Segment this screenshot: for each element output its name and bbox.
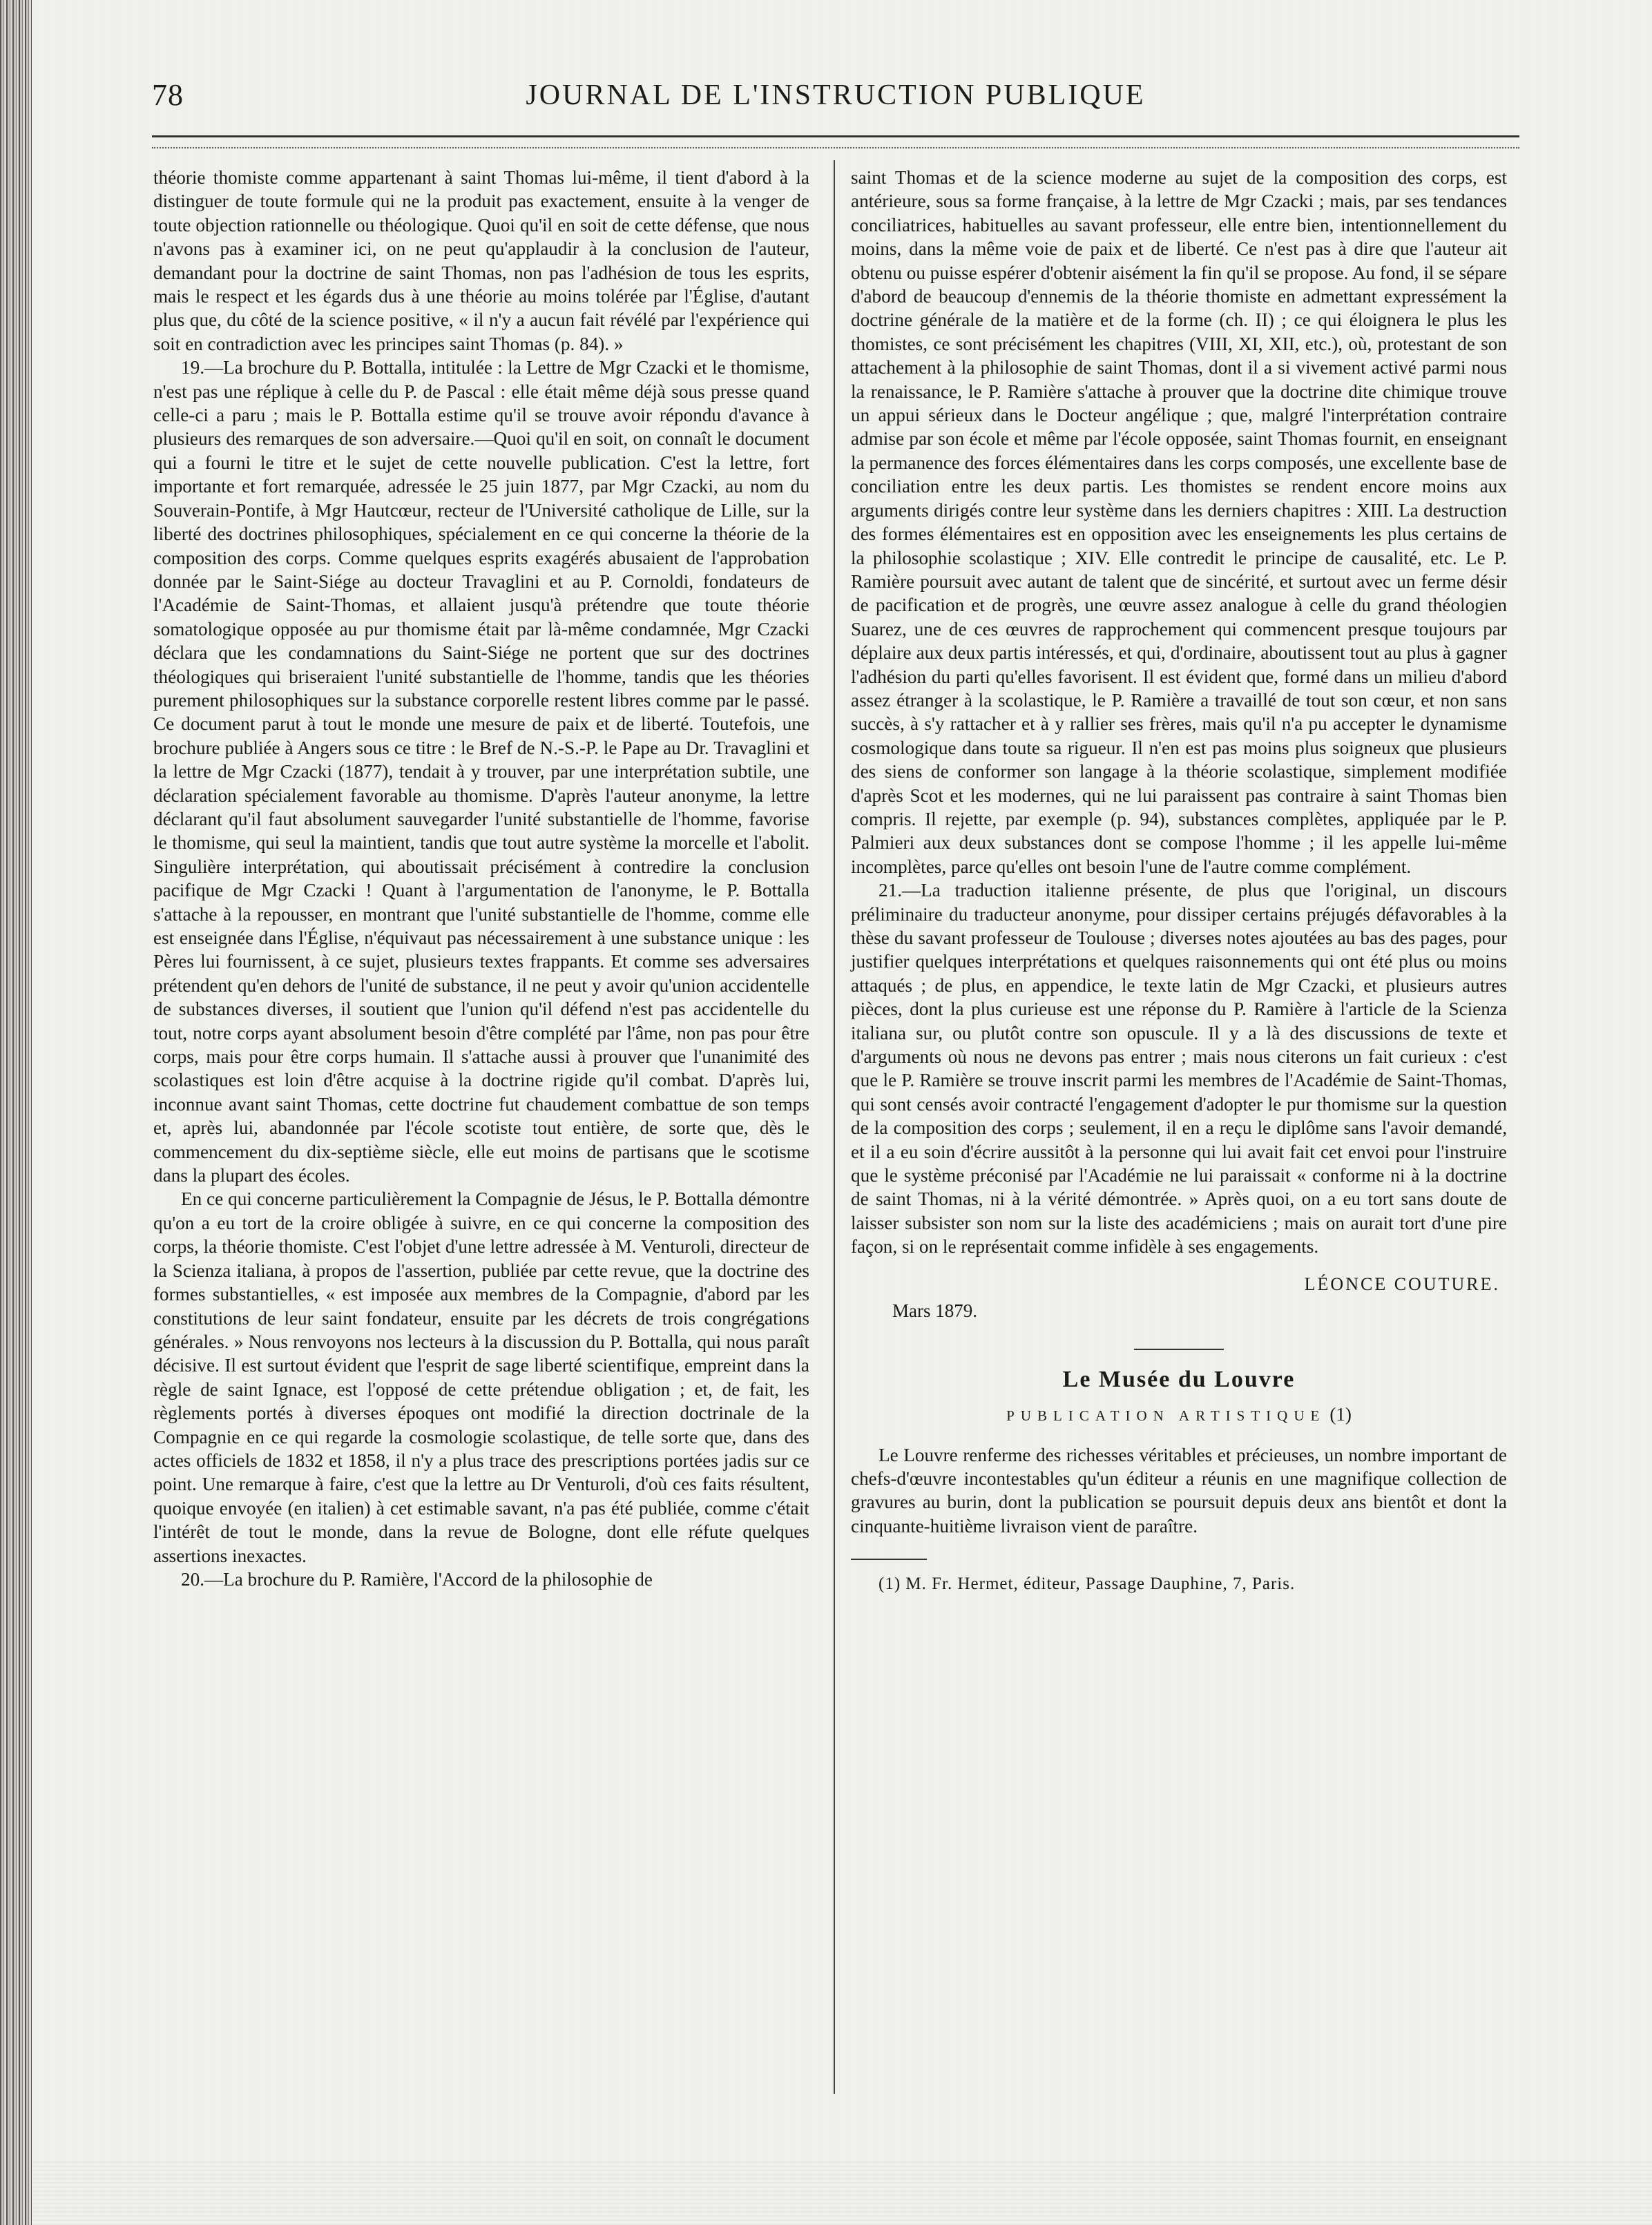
article-date: Mars 1879. (892, 1300, 977, 1321)
footnote: (1) M. Fr. Hermet, éditeur, Passage Dauphine, 7, Paris. (878, 1574, 1296, 1594)
binding-edge (0, 0, 32, 2225)
signature-block (851, 1273, 1507, 1321)
journal-title: JOURNAL DE L'INSTRUCTION PUBLIQUE (526, 79, 1146, 111)
page-bottom-margin (32, 2161, 1652, 2225)
author-signature: LÉONCE COUTURE. (1304, 1273, 1500, 1294)
header-rule (152, 135, 1519, 148)
paragraph-20-continued: saint Thomas et de la science moderne au sujet de la composition des corps, est antérieure, sous sa forme française, à la lettre de Mgr Czacki ; mais, par ses tendances conciliatrices, habituelles au savant professeur, elle entre bien, intentionnellement du moins, dans la même voie de paix et de liberté. Ce n'est pas à dire que l'auteur ait obtenu ou puisse espérer d'obtenir aisément la fin qu'il se propose. Au fond, il se sépare d'abord de beaucoup d'ennemis de la théorie thomiste en admettant expressément la doctrine générale de la matière et de la forme (ch. II) ; ce qui éloignera le plus les thomistes, ce sont précisément les chapitres (VIII, XI, XII, etc.), où, protestant de son attachement à la philosophie de saint Thomas, dont il a si vivement activé parmi nous la renaissance, le P. Ramière s'attache à prouver que la doctrine dite chimique trouve un appui sérieux dans le Docteur angélique ; que, malgré l'interprétation contraire admise par son école et même par l'école opposée, saint Thomas fournit, en enseignant la permanence des forces élémentaires dans les corps composés, une excellente base de conciliation entre les deux partis. Les thomistes se rendent encore moins aux arguments dirigés contre leur système dans les derniers chapitres : XIII. La destruction des formes élémentaires est en opposition avec les enseignements les plus certains de la philosophie scolastique ; XIV. Elle contredit le principe de causalité, etc. Le P. Ramière poursuit avec autant de talent que de sincérité, et surtout avec un ferme désir de pacification et de progrès, une œuvre assez analogue à celle du grand théologien Suarez, une de ces œuvres de rapprochement qui commencent presque toujours par déplaire aux deux partis intéressés, et qui, d'ordinaire, aboutissent tout au plus à gagner l'adhésion du parti qu'elles favorisent. Il est évident que, formé dans un milieu d'abord assez étranger à la scolastique, le P. Ramière a travaillé de tout son cœur, et non sans succès, à s'y rattacher et à y rallier ses frères, mais qu'il n'a pu accepter le dynamisme cosmologique dans toute sa rigueur. Il n'en est pas moins plus soigneux que plusieurs des siens de conformer son langage à la théorie scolastique, simplement modifiée d'après Scot et les modernes, qui ne lui paraissent pas contraire à saint Thomas bien compris. Il rejette, par exemple (p. 94), substances complètes, appliquée par le P. Palmieri aux deux substances dont se compose l'homme ; il les appelle lui-même incomplètes, parce qu'elles ont besoin l'une de l'autre comme complément. (851, 167, 1507, 877)
paragraph-19-bottalla: 19.—La brochure du P. Bottalla, intitulée : la Lettre de Mgr Czacki et le thomisme, n'est pas une réplique à celle du P. de Pascal : elle était même déjà sous presse quand celle-ci a paru ; mais le P. Bottalla estime qu'il se trouve avoir répondu d'avance à plusieurs des remarques de son adversaire.—Quoi qu'il en soit, on connaît le document qui a fourni le titre et le sujet de cette nouvelle publication. C'est la lettre, fort importante et fort remarquée, adressée le 25 juin 1877, par Mgr Czacki, au nom du Souverain-Pontife, à Mgr Hautcœur, recteur de l'Université catholique de Lille, sur la liberté des doctrines philosophiques, spécialement en ce qui concerne la théorie de la composition des corps. Comme quelques esprits exagérés abusaient de l'approbation donnée par le Saint-Siége au docteur Travaglini et au P. Cornoldi, fondateurs de l'Académie de Saint-Thomas, et allaient jusqu'à prétendre que toute théorie somatologique opposée au pur thomisme était par là-même condamnée, Mgr Czacki déclara que les condamnations du Saint-Siége ne portent que sur des doctrines théologiques qui briseraient l'unité substantielle de l'homme, tandis que les théories purement philosophiques sur la substance corporelle restent libres comme par le passé. Ce document parut à tout le monde une mesure de paix et de liberté. Toutefois, une brochure publiée à Angers sous ce titre : le Bref de N.-S.-P. le Pape au Dr. Travaglini et la lettre de Mgr Czacki (1877), tendait à y trouver, par une interprétation subtile, une déclaration spécialement favorable au thomisme. D'après l'auteur anonyme, la lettre déclarant qu'il faut absolument sauvegarder l'unité substantielle de l'homme, favorise le thomisme, qui seul la maintient, tandis que tout autre système la morcelle et l'abolit. Singulière interprétation, qui aboutissait précisément à contredire la conclusion pacifique de Mgr Czacki ! Quant à l'argumentation de l'anonyme, le P. Bottalla s'attache à la repousser, en montrant que l'unité substantielle de l'homme, comme elle est enseignée dans l'Église, n'équivaut pas nécessairement à une substance unique : les Pères lui fournissent, à ce sujet, plusieurs textes frappants. Et comme ses adversaires prétendent qu'en dehors de l'unité de substance, il ne peut y avoir qu'union accidentelle de substances diverses, il soutient que l'union qu'il défend n'est pas accidentelle du tout, notre corps ayant absolument besoin d'être complété par l'âme, non pas pour être corps, mais pour être corps humain. Il s'attache aussi à prouver que l'unanimité des scolastiques est loin d'être acquise à la doctrine rigide qu'il combat. D'après lui, inconnue avant saint Thomas, cette doctrine fut chaudement combattue de son temps et, après lui, abandonnée par l'école scotiste tout entière, de sorte que, dès le commencement du dix-septième siècle, elle eut moins de partisans que le scotisme dans la plupart des écoles. (153, 357, 809, 1186)
paragraph-compagnie-jesus: En ce qui concerne particulièrement la Compagnie de Jésus, le P. Bottalla démontre qu'on a eu tort de la croire obligée à suivre, en ce qui concerne la composition des corps, la théorie thomiste. C'est l'objet d'une lettre adressée à M. Venturoli, directeur de la Scienza italiana, à propos de l'assertion, publiée par cette revue, que la doctrine des formes substantielles, « est imposée aux membres de la Compagnie, d'abord par les constitutions de leur saint fondateur, ensuite par les décrets de trois congrégations générales. » Nous renvoyons nos lecteurs à la discussion du P. Bottalla, qui nous paraît décisive. Il est surtout évident que l'esprit de sage liberté scientifique, empreint dans la règle de saint Ignace, est l'opposé de cette prétendue obligation ; et, de fait, les règlements portés à diverses époques ont modifié la direction doctrinale de la Compagnie en ce qui regarde la cosmologie scolastique, de telle sorte que, dans des actes officiels de 1832 et 1858, il n'y a plus trace des prescriptions portées jadis sur ce point. Une remarque à faire, c'est que la lettre au Dr Venturoli, d'où ces faits résultent, quoique envoyée (en italien) à cet estimable savant, n'a pas été publiée, comme c'était l'intérêt de tout le monde, dans la revue de Bologne, dont elle réfute quelques assertions inexactes. (153, 1188, 809, 1566)
left-column (153, 166, 809, 2092)
section-separator (1134, 1349, 1224, 1350)
page-header (152, 69, 1519, 117)
page-number: 78 (152, 78, 184, 112)
section-subtitle (851, 1403, 1507, 1427)
column-divider (834, 160, 835, 2094)
section-title: Le Musée du Louvre (1062, 1366, 1296, 1392)
paragraph-20-ramiere: 20.—La brochure du P. Ramière, l'Accord de la philosophie de (181, 1568, 653, 1590)
paragraph-21-traduction: 21.—La traduction italienne présente, de plus que l'original, un discours préliminaire du traducteur anonyme, pour dissiper certains préjugés défavorables à la thèse du savant professeur de Toulouse ; diverses notes ajoutées au bas des pages, pour justifier quelques interprétations et quelques raisonnements qui ont été plus ou moins attaqués ; de plus, en appendice, le texte latin de Mgr Czacki, et plusieurs autres pièces, dont la plus curieuse est une réponse du P. Ramière à l'article de la Scienza italiana sur, ou plutôt contre son opuscule. Il y a là des discussions de texte et d'arguments où nous ne devons pas entrer ; mais nous citerons un fait curieux : c'est que le P. Ramière se trouve inscrit parmi les membres de l'Académie de Saint-Thomas, qui sont censés avoir contracté l'engagement d'adopter le pur thomisme sur la question de la composition des corps ; seulement, il en a reçu le diplôme sans l'avoir demandé, et il a eu soin d'écrire aussitôt à la personne qui lui avait fait cet envoi pour l'instruire que le système préconisé par l'Académie ne lui paraissait « conforme ni à la doctrine de saint Thomas, ni à la vérité démontrée. » Après quoi, on a eu tort sans doute de laisser subsister son nom sur la liste des académiciens ; mais on aurait tort d'une pire façon, si on le représentait comme infidèle à ses engagements. (851, 880, 1507, 1258)
right-column (851, 166, 1507, 2092)
footnote-reference: (1) (1329, 1404, 1352, 1425)
footnote-rule (851, 1559, 927, 1560)
paragraph-louvre: Le Louvre renferme des richesses véritables et précieuses, un nombre important de chefs-d'œuvre incontestables qu'un éditeur a réunis en une magnifique collection de gravures au burin, dont la publication se poursuit depuis deux ans bientôt et dont la cinquante-huitième livraison vient de paraître. (851, 1444, 1507, 1537)
paragraph-thomist-theory: théorie thomiste comme appartenant à saint Thomas lui-même, il tient d'abord à la distinguer de toute formule qui ne la produit pas exactement, ensuite à la venger de toute objection rationnelle ou théologique. Quoi qu'il en soit de cette défense, que nous n'avons pas à examiner ici, on ne peut qu'applaudir à la conclusion de l'auteur, demandant pour la doctrine de saint Thomas, non pas l'adhésion de tous les esprits, mais le respect et les égards dus à une théorie au moins tolérée par l'Église, d'autant plus que, du côté de la science positive, « il n'y a aucun fait révélé par l'expérience qui soit en contradiction avec les principes saint Thomas (p. 84). » (153, 167, 809, 354)
section-subtitle-text: PUBLICATION ARTISTIQUE (1006, 1407, 1326, 1425)
